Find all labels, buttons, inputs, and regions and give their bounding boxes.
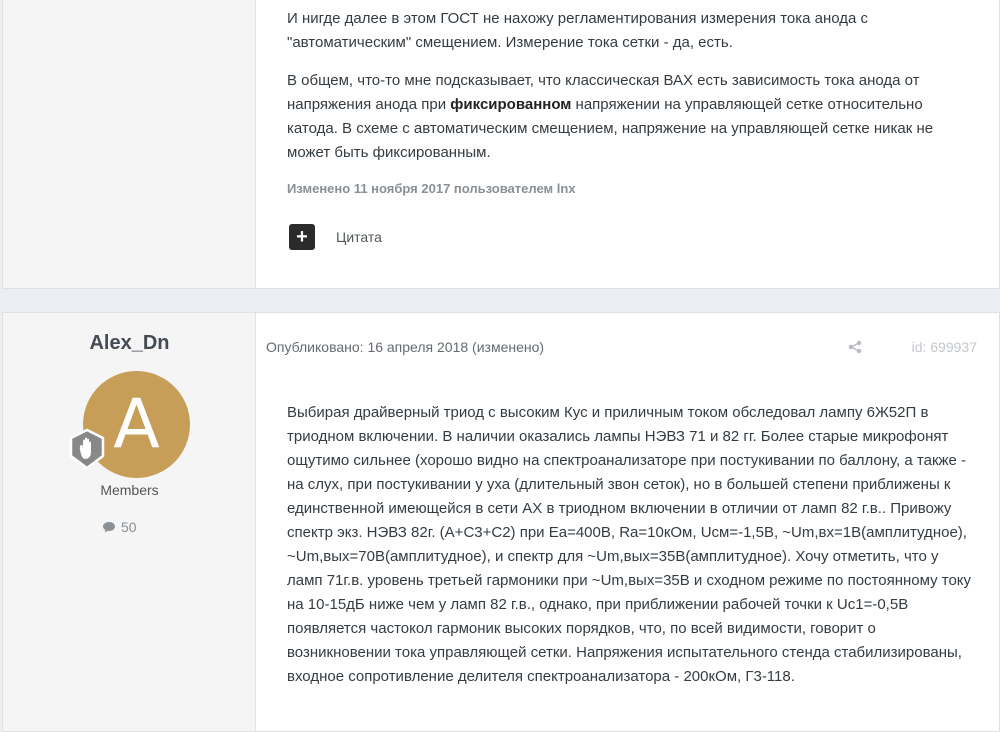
edited-note: Изменено 11 ноября 2017 пользователем lnx [287,181,576,196]
previous-post [2,0,1000,289]
published-date: Опубликовано: 16 апреля 2018 (изменено) [266,339,545,355]
post-paragraph [287,69,977,165]
post-paragraph: И нигде далее в этом ГОСТ не нахожу регламентирования измерения тока анода с "автоматическим" смещением. Измерение тока сетки - да, есть. [287,10,869,51]
post-content [287,7,977,196]
post-content [287,401,977,689]
paragraph-text: напряжении на управляющей сетке относительно катода. В схеме с автоматическим смещением, напряжение на управляющей сетке никак не может быть фиксированным. [287,96,934,161]
member-group: Members [100,482,159,498]
speech-bubble-icon [102,521,116,533]
post-count [102,519,137,535]
author-username[interactable]: Alex_Dn [89,332,170,354]
share-icon[interactable] [848,340,862,357]
hand-badge-icon [66,428,108,470]
post-actions [289,224,382,250]
post-count-value: 50 [121,519,137,535]
post-id[interactable]: id: 699937 [911,339,977,355]
author-column [3,313,256,731]
post-meta [266,339,977,359]
quote-button[interactable]: Цитата [336,229,382,245]
avatar[interactable]: A [83,371,190,478]
forum-post [2,312,1000,732]
author-column [3,0,256,288]
multiquote-plus-button[interactable]: + [289,224,315,250]
bold-text: фиксированном [450,96,572,113]
paragraph-text: В общем, что-то мне подсказывает, что классическая ВАХ есть зависимость тока анода от напряжения анода при [287,72,920,113]
post-paragraph: Выбирая драйверный триод с высоким Кус и приличным током обследовал лампу 6Ж52П в триодном включении. В наличии оказались лампы НЭВЗ 71 и 82 гг. Более старые микрофонят ощутимо сильнее (хорошо видно на спектроанализаторе при постукивании по баллону, а также - на слух, при постукивании у уха (длительный звон сеток), но в большей степени приближены к единственной имеющейся в сети АХ в триодном включении в отличии от ламп 82 г.в.. Привожу спектр экз. НЭВЗ 82г. (А+С3+С2) при Еа=400В, Ra=10кОм, Uсм=-1,5В, ~Um,вх=1В(амплитудное), ~Um,вых=70В(амплитудное), и спектр для ~Um,вых=35В(амплитудное). Хочу отметить, что у ламп 71г.в. уровень третьей гармоники при ~Um,вых=35В и сходном режиме по постоянному току на 10-15дБ ниже чем у ламп 82 г.в., однако, при приближении рабочей точки к Uс1=-0,5В появляется частокол гармоник высоких порядков, что, по всей видимости, говорит о возникновении тока управляющей сетки. Напряжения испытательного стенда стабилизированы, входное сопротивление делителя спектроанализатора - 200кОм, Г3-118. [287,404,972,685]
